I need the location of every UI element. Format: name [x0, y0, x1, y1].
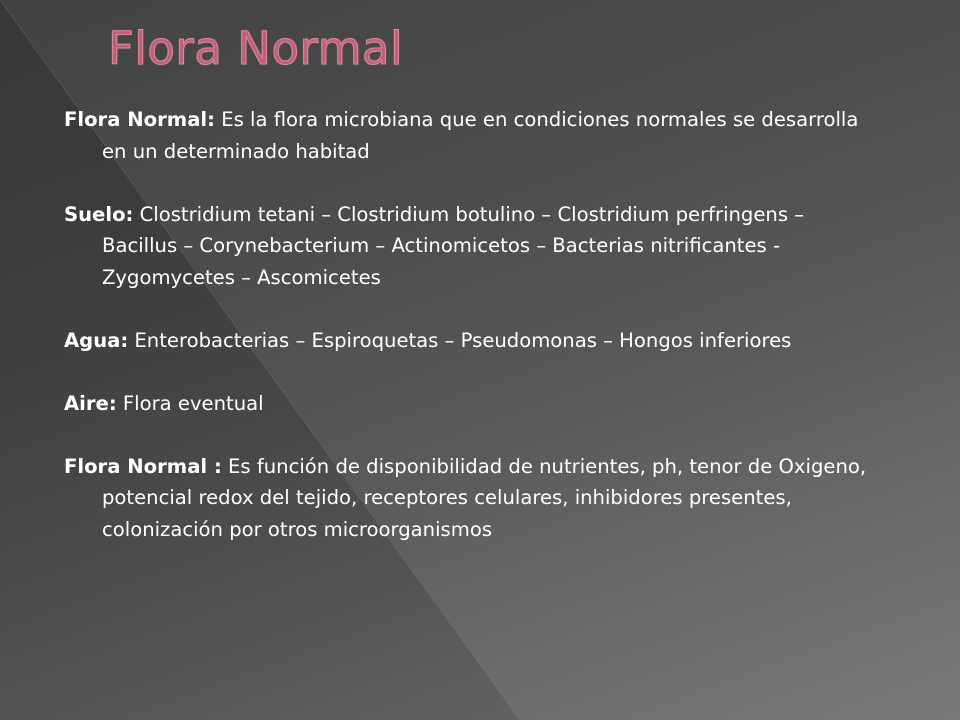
paragraph-lead: Aire: — [64, 391, 117, 415]
paragraph-text: Es función de disponibilidad de nutrientes, ph, tenor de Oxigeno, potencial redox del tejido, receptores celulares, inhibidores presentes, colonización por otros microorganismos — [102, 454, 867, 541]
paragraph-lead: Flora Normal : — [64, 454, 222, 478]
paragraph-agua — [64, 325, 884, 357]
paragraph-suelo — [64, 199, 884, 294]
slide-body — [64, 104, 884, 545]
paragraph-text: Es la flora microbiana que en condiciones normales se desarrolla en un determinado habitad — [102, 108, 859, 163]
slide-title: Flora Normal — [108, 22, 404, 75]
paragraph-lead: Suelo: — [64, 202, 134, 226]
paragraph-lead: Flora Normal: — [64, 108, 215, 131]
paragraph-text: Enterobacterias – Espiroquetas – Pseudomonas – Hongos inferiores — [128, 328, 792, 352]
paragraph-flora-normal-factors — [64, 451, 884, 546]
paragraph-text: Clostridium tetani – Clostridium botulino – Clostridium perfringens – Bacillus – Corynebacterium – Actinomicetos – Bacterias nitrificantes - Zygomycetes – Ascomicetes — [102, 202, 805, 289]
paragraph-aire — [64, 388, 884, 420]
paragraph-flora-normal-definition — [64, 104, 884, 167]
paragraph-lead: Agua: — [64, 328, 129, 352]
paragraph-text: Flora eventual — [116, 391, 264, 415]
